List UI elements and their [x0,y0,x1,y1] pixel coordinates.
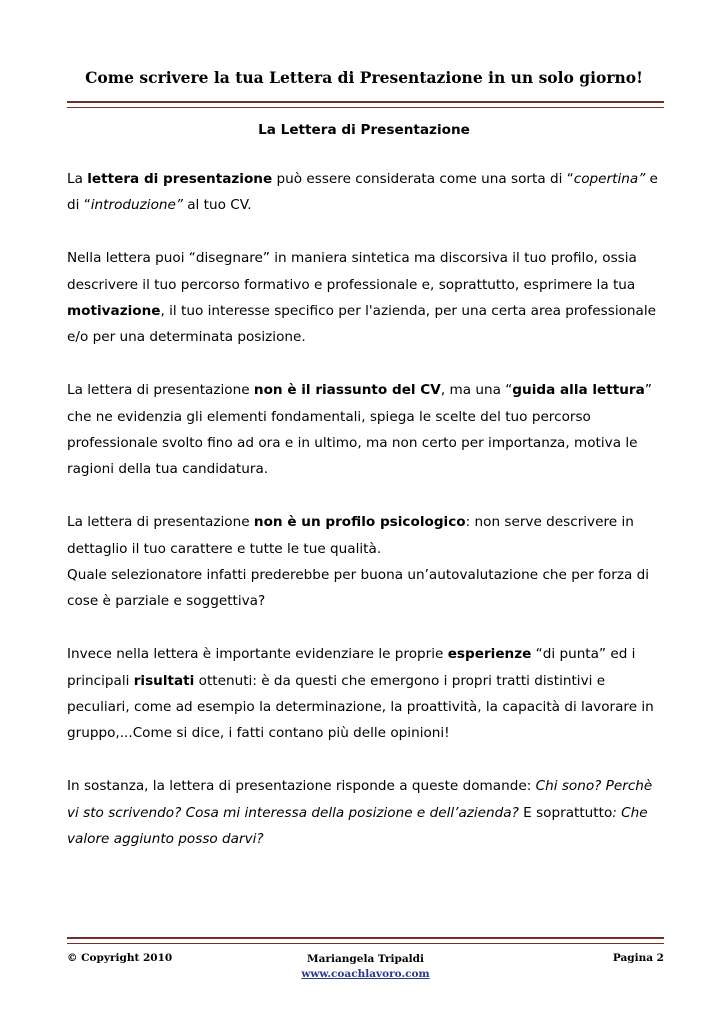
p4-bold-1: non è un profilo psicologico [253,514,466,531]
document-body [67,166,665,879]
p2-text-2: , il tuo interesse specifico per l'azienda, per una certa area professionale e/o per una determinata posizione. [67,303,656,346]
paragraph-1 [67,166,665,219]
p3-text-1: La lettera di presentazione [67,382,254,399]
p1-text-2: può essere considerata come una sorta di “ [272,171,574,187]
paragraph-3 [67,377,665,483]
p3-text-2: , ma una “ [440,382,513,399]
footer-divider [67,937,664,944]
footer-author: Mariangela Tripaldi [307,953,424,965]
paragraph-4 [67,509,665,615]
header-divider [67,101,664,108]
p1-text-3: e di “ [67,171,658,214]
footer-center [67,952,664,982]
p3-bold-2: guida alla lettura [512,382,645,399]
paragraph-5 [67,641,665,747]
section-title: La Lettera di Presentazione [258,122,470,138]
footer-copyright: © Copyright 2010 [67,952,173,964]
footer-website-link[interactable]: www.coachlavoro.com [301,968,430,980]
footer-page-number: Pagina 2 [612,952,664,964]
p5-bold-2: risultati [133,672,195,689]
page-header-title: Come scrivere la tua Lettera di Presentazione in un solo giorno! [85,68,643,87]
p6-text-2: E soprattutto [518,804,613,821]
p6-italic-1: Chi sono? Perchè vi sto scrivendo? Cosa mi interessa della posizione e dell’azienda? [67,778,653,821]
p1-italic-1: copertina” [573,171,646,187]
p6-text-1: In sostanza, la lettera di presentazione risponde a queste domande: [67,778,536,795]
p6-italic-2: : Che valore aggiunto posso darvi? [67,804,648,848]
p1-bold-1: lettera di presentazione [87,171,273,187]
paragraph-2 [67,245,665,351]
p5-bold-1: esperienze [447,646,532,663]
paragraph-6 [67,773,665,852]
p4-text-3: Quale selezionatore infatti prederebbe per buona un’autovalutazione che per forza di cose è parziale e soggettiva? [67,567,650,610]
p2-text-1: Nella lettera puoi “disegnare” in maniera sintetica ma discorsiva il tuo profilo, ossia descrivere il tuo percorso formativo e professionale e, soprattutto, esprimere la tua [67,250,637,293]
p1-italic-2: introduzione” [90,197,183,214]
p5-text-3: ottenuti: è da questi che emergono i propri tratti distintivi e peculiari, come ad esempio la determinazione, la proattività, la capacità di lavorare in gruppo,...Come si dice, i fatti contano più delle opinioni! [67,672,654,742]
p1-text-4: al tuo CV. [182,197,252,214]
p4-text-1: La lettera di presentazione [67,514,254,531]
p5-text-2: “di punta” ed i principali [67,646,636,689]
p4-text-2: : non serve descrivere in dettaglio il tuo carattere e tutte le tue qualità. [67,514,634,557]
p1-text-1: La [67,171,88,187]
p2-bold-1: motivazione [67,303,161,320]
p3-bold-1: non è il riassunto del CV [253,382,441,399]
p5-text-1: Invece nella lettera è importante evidenziare le proprie [67,646,448,663]
p3-text-3: ” che ne evidenzia gli elementi fondamentali, spiega le scelte del tuo percorso professionale svolto fino ad ora e in ultimo, ma non certo per importanza, motiva le ragioni della tua candidatura. [67,382,652,478]
page-footer [67,952,664,992]
